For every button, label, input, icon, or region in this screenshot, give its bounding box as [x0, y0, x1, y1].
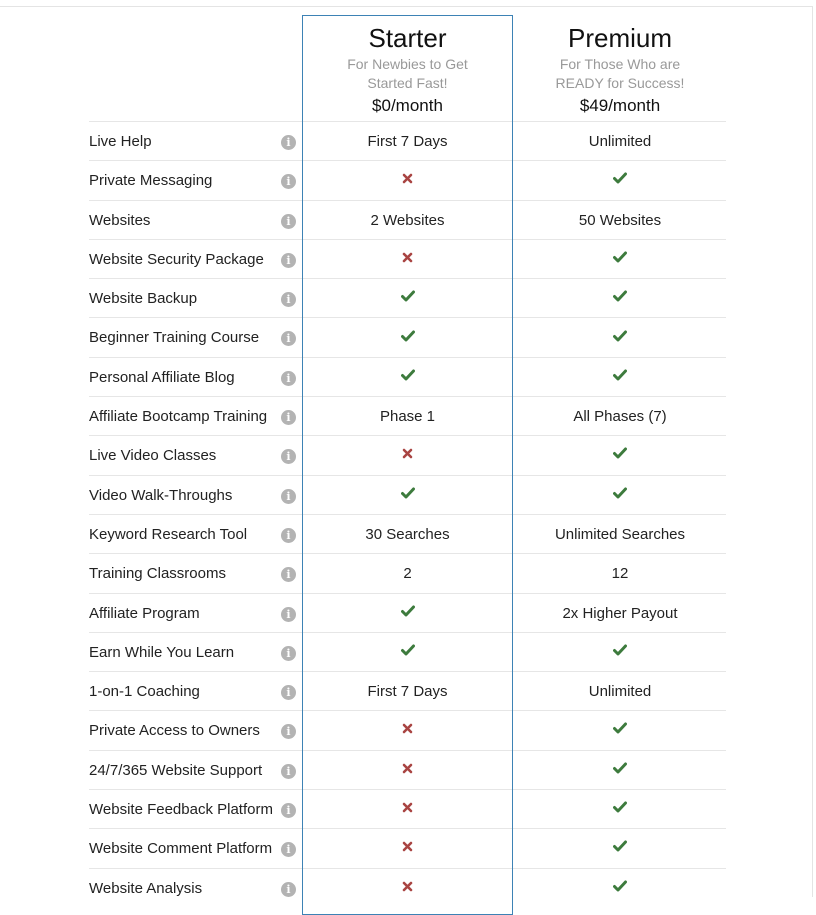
feature-name: Personal Affiliate Blog — [89, 368, 235, 386]
starter-cell — [302, 318, 513, 357]
check-icon — [613, 828, 627, 867]
table-row — [89, 357, 726, 396]
table-row — [89, 160, 726, 199]
table-row — [89, 435, 726, 474]
info-icon[interactable]: i — [281, 842, 296, 857]
feature-name: Website Comment Platform — [89, 840, 273, 858]
table-row — [89, 789, 726, 828]
premium-value: Unlimited — [588, 683, 652, 701]
feature-name: Private Messaging — [89, 172, 213, 190]
check-icon — [613, 318, 627, 357]
info-icon[interactable]: i — [281, 607, 296, 622]
info-icon[interactable]: i — [281, 449, 296, 464]
feature-name: Affiliate Program — [89, 604, 200, 622]
cross-icon — [402, 789, 413, 828]
check-icon — [401, 357, 415, 396]
table-row — [89, 868, 726, 907]
starter-cell — [302, 476, 513, 515]
table-row — [89, 710, 726, 749]
info-icon[interactable]: i — [281, 410, 296, 425]
check-icon — [613, 435, 627, 474]
plan-name: Starter — [368, 23, 447, 53]
premium-cell — [514, 279, 726, 318]
feature-name: 24/7/365 Website Support — [89, 761, 263, 779]
info-icon[interactable]: i — [281, 803, 296, 818]
table-row — [89, 671, 726, 710]
feature-name: Earn While You Learn — [89, 643, 235, 661]
feature-name: Private Access to Owners — [89, 722, 260, 740]
table-row — [89, 828, 726, 867]
table-row — [89, 121, 726, 160]
cross-icon — [402, 239, 413, 278]
starter-value: First 7 Days — [367, 683, 448, 701]
plan-name: Premium — [567, 23, 672, 53]
feature-name: Keyword Research Tool — [89, 525, 248, 543]
right-divider — [812, 6, 813, 897]
starter-value: Phase 1 — [379, 408, 436, 426]
info-icon[interactable]: i — [281, 528, 296, 543]
table-row — [89, 396, 726, 435]
check-icon — [613, 750, 627, 789]
cross-icon — [402, 828, 413, 867]
info-icon[interactable]: i — [281, 567, 296, 582]
premium-value: Unlimited — [588, 133, 652, 150]
feature-name: Websites — [89, 211, 151, 229]
starter-value: 30 Searches — [365, 525, 450, 543]
plan-header-premium — [514, 15, 726, 121]
premium-value: All Phases (7) — [573, 408, 667, 426]
plan-tagline: For Those Who are READY for Success! — [555, 56, 685, 91]
starter-cell — [302, 240, 513, 279]
check-icon — [401, 475, 415, 514]
plan-header-starter — [302, 15, 513, 121]
premium-cell — [514, 790, 726, 829]
check-icon — [401, 278, 415, 317]
starter-cell — [302, 633, 513, 672]
check-icon — [613, 357, 627, 396]
starter-cell — [302, 358, 513, 397]
starter-value: 2 — [403, 565, 412, 583]
info-icon[interactable]: i — [281, 292, 296, 307]
premium-value: 2x Higher Payout — [562, 604, 678, 622]
cross-icon — [402, 750, 413, 789]
check-icon — [613, 160, 627, 199]
plan-price: $49/month — [579, 96, 661, 115]
check-icon — [613, 868, 627, 907]
check-icon — [613, 632, 627, 671]
feature-name: Website Feedback Platform — [89, 801, 273, 819]
comparison-table — [89, 121, 726, 907]
table-row — [89, 553, 726, 592]
feature-name: 1-on-1 Coaching — [89, 683, 200, 701]
feature-name: Website Backup — [89, 290, 198, 308]
premium-cell — [514, 829, 726, 868]
starter-value: First 7 Days — [367, 133, 448, 150]
starter-cell — [302, 790, 513, 829]
table-row — [89, 317, 726, 356]
check-icon — [613, 475, 627, 514]
premium-value: 12 — [611, 565, 629, 583]
info-icon[interactable]: i — [281, 724, 296, 739]
info-icon[interactable]: i — [281, 882, 296, 897]
starter-cell — [302, 711, 513, 750]
starter-cell — [302, 869, 513, 908]
table-row — [89, 632, 726, 671]
starter-cell — [302, 594, 513, 633]
premium-value: Unlimited Searches — [554, 525, 686, 543]
table-row — [89, 239, 726, 278]
check-icon — [401, 318, 415, 357]
starter-value: 2 Websites — [370, 211, 445, 229]
feature-name: Live Video Classes — [89, 447, 217, 465]
info-icon[interactable]: i — [281, 135, 296, 150]
info-icon[interactable]: i — [281, 253, 296, 268]
starter-cell — [302, 829, 513, 868]
info-icon[interactable]: i — [281, 685, 296, 700]
premium-value: 50 Websites — [578, 211, 662, 229]
premium-cell — [514, 711, 726, 750]
check-icon — [401, 593, 415, 632]
feature-name: Beginner Training Course — [89, 329, 260, 347]
feature-name: Video Walk-Throughs — [89, 486, 233, 504]
check-icon — [613, 278, 627, 317]
premium-cell — [514, 436, 726, 475]
table-row — [89, 200, 726, 239]
plan-tagline: For Newbies to Get Started Fast! — [347, 56, 468, 91]
table-row — [89, 278, 726, 317]
check-icon — [613, 239, 627, 278]
premium-cell — [514, 161, 726, 200]
premium-cell — [514, 633, 726, 672]
premium-cell — [514, 358, 726, 397]
starter-cell — [302, 751, 513, 790]
feature-name: Affiliate Bootcamp Training — [89, 408, 268, 426]
info-icon[interactable]: i — [281, 214, 296, 229]
top-divider — [0, 6, 812, 7]
check-icon — [401, 632, 415, 671]
starter-cell — [302, 436, 513, 475]
premium-cell — [514, 240, 726, 279]
cross-icon — [402, 710, 413, 749]
table-row — [89, 514, 726, 553]
info-icon[interactable]: i — [281, 646, 296, 661]
check-icon — [613, 789, 627, 828]
starter-cell — [302, 279, 513, 318]
premium-cell — [514, 869, 726, 908]
check-icon — [613, 710, 627, 749]
plan-price: $0/month — [372, 96, 443, 115]
premium-cell — [514, 751, 726, 790]
info-icon[interactable]: i — [281, 331, 296, 346]
premium-cell — [514, 476, 726, 515]
cross-icon — [402, 868, 413, 907]
feature-name: Website Security Package — [89, 250, 264, 268]
info-icon[interactable]: i — [281, 764, 296, 779]
table-row — [89, 475, 726, 514]
starter-cell — [302, 161, 513, 200]
cross-icon — [402, 435, 413, 474]
info-icon[interactable]: i — [281, 174, 296, 189]
premium-cell — [514, 318, 726, 357]
feature-name: Live Help — [89, 133, 152, 150]
feature-name: Website Analysis — [89, 879, 203, 897]
feature-name: Training Classrooms — [89, 565, 226, 583]
cross-icon — [402, 160, 413, 199]
info-icon[interactable]: i — [281, 489, 296, 504]
table-row — [89, 593, 726, 632]
table-row — [89, 750, 726, 789]
info-icon[interactable]: i — [281, 371, 296, 386]
